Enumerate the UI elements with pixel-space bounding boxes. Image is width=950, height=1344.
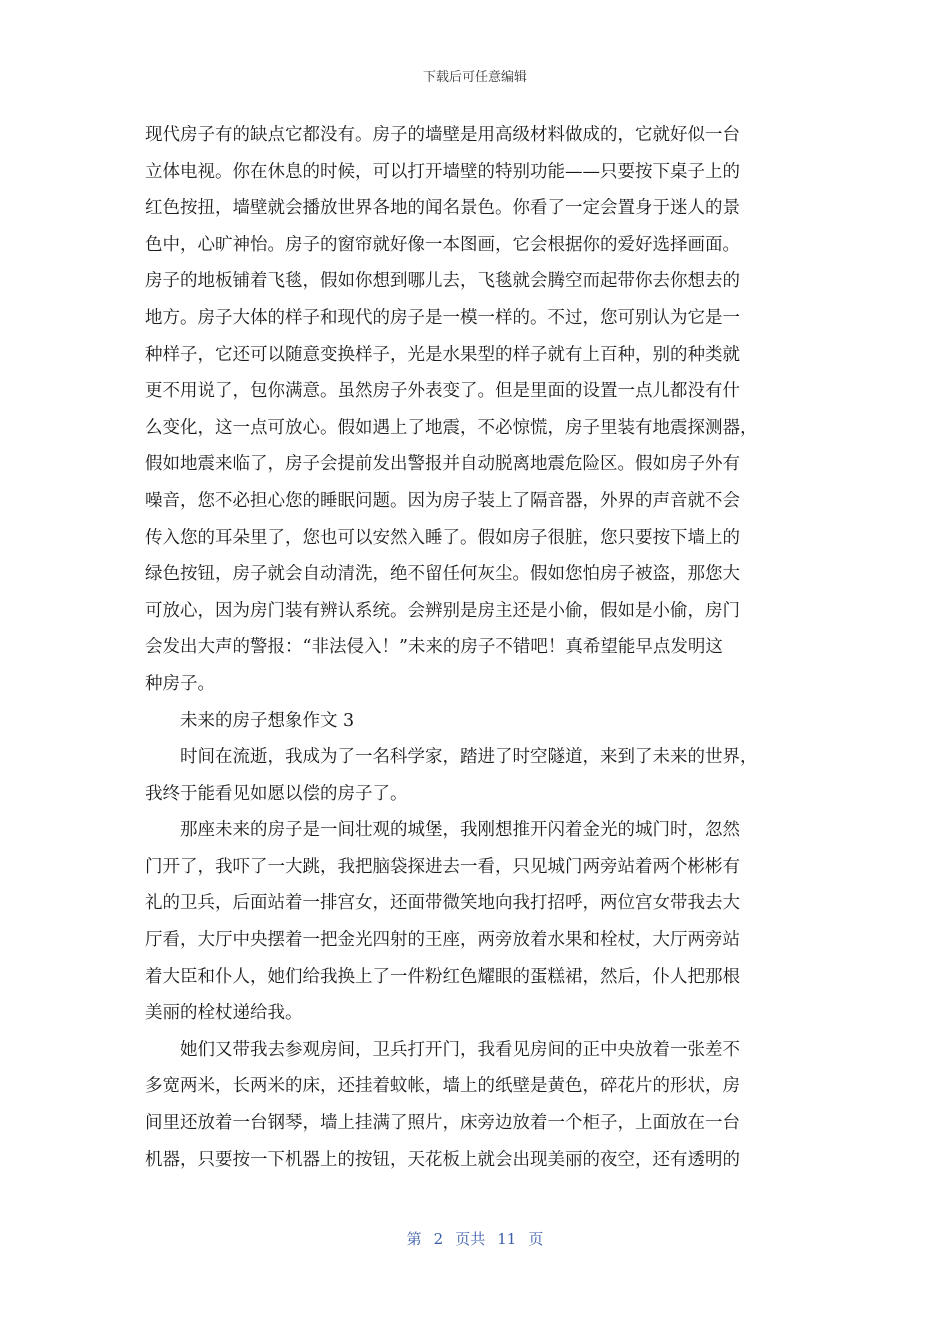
text-line: 种样子，它还可以随意变换样子，光是水果型的样子就有上百种，别的种类就 xyxy=(145,344,740,365)
text-line: 她们又带我去参观房间，卫兵打开门，我看见房间的正中央放着一张差不 xyxy=(180,1039,740,1060)
text-line: 假如地震来临了，房子会提前发出警报并自动脱离地震危险区。假如房子外有 xyxy=(145,454,740,475)
text-line: 美丽的栓杖递给我。 xyxy=(145,1003,303,1024)
footer-prefix: 第 xyxy=(406,1230,422,1248)
text-line: 着大臣和仆人，她们给我换上了一件粉红色耀眼的蛋糕裙，然后，仆人把那根 xyxy=(145,966,740,987)
text-line: 噪音，您不必担心您的睡眠问题。因为房子装上了隔音器，外界的声音就不会 xyxy=(145,490,740,511)
text-line: 那座未来的房子是一间壮观的城堡，我刚想推开闪着金光的城门时，忽然 xyxy=(180,820,740,841)
text-line: 传入您的耳朵里了，您也可以安然入睡了。假如房子很脏，您只要按下墙上的 xyxy=(145,527,740,548)
text-line: 立体电视。你在休息的时候，可以打开墙壁的特别功能——只要按下桌子上的 xyxy=(145,161,740,182)
text-line: 礼的卫兵，后面站着一排宫女，还面带微笑地向我打招呼，两位宫女带我去大 xyxy=(145,893,740,914)
text-line: 地方。房子大体的样子和现代的房子是一模一样的。不过，您可别认为它是一 xyxy=(145,307,740,328)
text-line: 厅看，大厅中央摆着一把金光四射的王座，两旁放着水果和栓杖，大厅两旁站 xyxy=(145,930,740,951)
footer-middle: 页共 xyxy=(455,1230,486,1248)
page-footer xyxy=(0,1228,950,1249)
text-line: 机器，只要按一下机器上的按钮，天花板上就会出现美丽的夜空，还有透明的 xyxy=(145,1149,740,1170)
footer-suffix: 页 xyxy=(528,1230,544,1248)
footer-current-page: 2 xyxy=(433,1230,444,1248)
text-line: 色中，心旷神怡。房子的窗帘就好像一本图画，它会根据你的爱好选择画面。 xyxy=(145,234,740,255)
text-line: 间里还放着一台钢琴，墙上挂满了照片，床旁边放着一个柜子，上面放在一台 xyxy=(145,1113,740,1134)
text-line: 门开了，我吓了一大跳，我把脑袋探进去一看，只见城门两旁站着两个彬彬有 xyxy=(145,856,740,877)
text-line: 可放心，因为房门装有辨认系统。会辨别是房主还是小偷，假如是小偷，房门 xyxy=(145,600,740,621)
text-line: 时间在流逝，我成为了一名科学家，踏进了时空隧道，来到了未来的世界， xyxy=(180,747,758,768)
text-line: 会发出大声的警报：“非法侵入！”未来的房子不错吧！真希望能早点发明这 xyxy=(145,637,723,658)
text-line: 种房子。 xyxy=(145,673,215,694)
text-line: 红色按扭，墙壁就会播放世界各地的闻名景色。你看了一定会置身于迷人的景 xyxy=(145,198,740,219)
text-line: 更不用说了，包你满意。虽然房子外表变了。但是里面的设置一点儿都没有什 xyxy=(145,381,740,402)
page-header: 下载后可任意编辑 xyxy=(422,70,527,85)
text-line: 我终于能看见如愿以偿的房子了。 xyxy=(145,783,408,804)
document-body xyxy=(145,117,805,1178)
text-line: 房子的地板铺着飞毯，假如你想到哪儿去，飞毯就会腾空而起带你去你想去的 xyxy=(145,271,740,292)
text-line: 多宽两米，长两米的床，还挂着蚊帐，墙上的纸壁是黄色，碎花片的形状，房 xyxy=(145,1076,740,1097)
text-line: 现代房子有的缺点它都没有。房子的墙壁是用高级材料做成的，它就好似一台 xyxy=(145,125,740,145)
text-line: 未来的房子想象作文 3 xyxy=(180,710,355,731)
text-line: 么变化，这一点可放心。假如遇上了地震，不必惊慌，房子里装有地震探测器， xyxy=(145,417,758,438)
footer-total-pages: 11 xyxy=(497,1230,517,1248)
text-line: 绿色按钮，房子就会自动清洗，绝不留任何灰尘。假如您怕房子被盗，那您大 xyxy=(145,564,740,585)
